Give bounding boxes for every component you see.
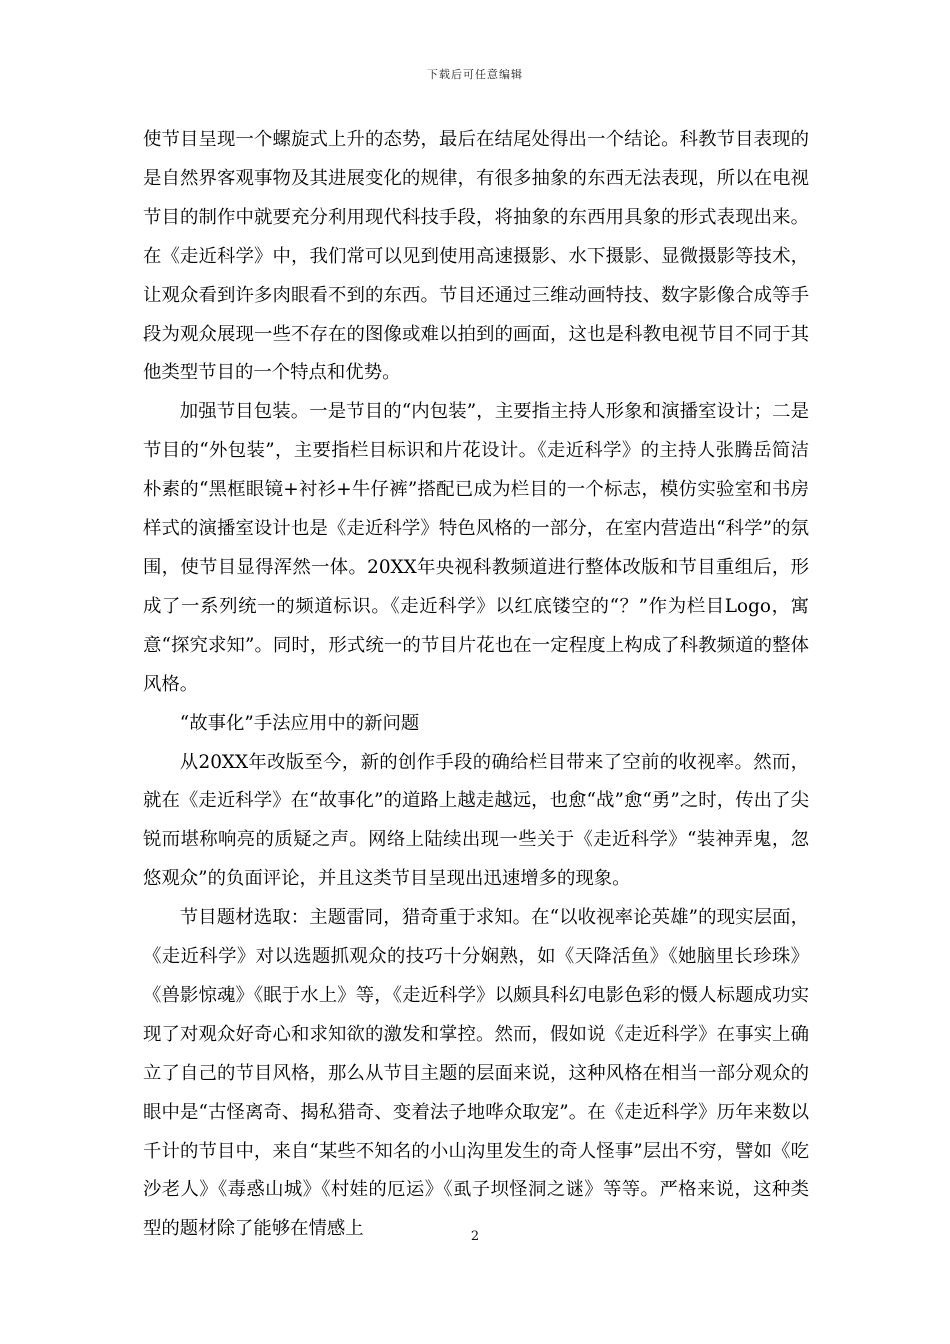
paragraph-2: 加强节目包装。一是节目的“内包装”，主要指主持人形象和演播室设计；二是节目的“外包装”，主要指栏目标识和片花设计。《走近科学》的主持人张腾岳简洁朴素的“黑框眼镜+衬衫+牛仔裤”搭配已成为栏目的一个标志，模仿实验室和书房样式的演播室设计也是《走近科学》特色风格的一部分，在室内营造出“科学”的氛围，使节目显得浑然一体。20XX年央视科教频道进行整体改版和节目重组后，形成了一系列统一的频道标识。《走近科学》以红底镂空的“？”作为栏目Logo，寓意“探究求知”。同时，形式统一的节目片花也在一定程度上构成了科教频道的整体风格。	[143, 401, 809, 695]
paragraph-1: 使节目呈现一个螺旋式上升的态势，最后在结尾处得出一个结论。科教节目表现的是自然界客观事物及其进展变化的规律，有很多抽象的东西无法表现，所以在电视节目的制作中就要充分利用现代科技手段，将抽象的东西用具象的形式表现出来。在《走近科学》中，我们常可以见到使用高速摄影、水下摄影、显微摄影等技术，让观众看到许多肉眼看不到的东西。节目还通过三维动画特技、数字影像合成等手段为观众展现一些不存在的图像或难以拍到的画面，这也是科教电视节目不同于其他类型节目的一个特点和优势。	[143, 129, 809, 384]
section-heading: “故事化”手法应用中的新问题	[179, 712, 420, 734]
document-body	[143, 121, 809, 1249]
page-number: 2	[470, 1229, 480, 1244]
page-header-note: 下载后可任意编辑	[427, 68, 523, 81]
paragraph-4: 节目题材选取：主题雷同，猎奇重于求知。在“以收视率论英雄”的现实层面，《走近科学》对以选题抓观众的技巧十分娴熟，如《天降活鱼》《她脑里长珍珠》《兽影惊魂》《眠于水上》等，《走近科学》以颇具科幻电影色彩的慑人标题成功实现了对观众好奇心和求知欲的激发和掌控。然而，假如说《走近科学》在事实上确立了自己的节目风格，那么从节目主题的层面来说，这种风格在相当一部分观众的眼中是“古怪离奇、揭私猎奇、变着法子地哗众取宠”。在《走近科学》历年来数以千计的节目中，来自“某些不知名的小山沟里发生的奇人怪事”层出不穷，譬如《吃沙老人》《毒惑山城》《村娃的厄运》《虱子坝怪洞之谜》等等。严格来说，这种类型的题材除了能够在情感上	[143, 907, 809, 1240]
paragraph-3: 从20XX年改版至今，新的创作手段的确给栏目带来了空前的收视率。然而，就在《走近科学》在“故事化”的道路上越走越远，也愈“战”愈“勇”之时，传出了尖锐而堪称响亮的质疑之声。网络上陆续出现一些关于《走近科学》“装神弄鬼，忽悠观众”的负面评论，并且这类节目呈现出迅速增多的现象。	[143, 751, 809, 890]
